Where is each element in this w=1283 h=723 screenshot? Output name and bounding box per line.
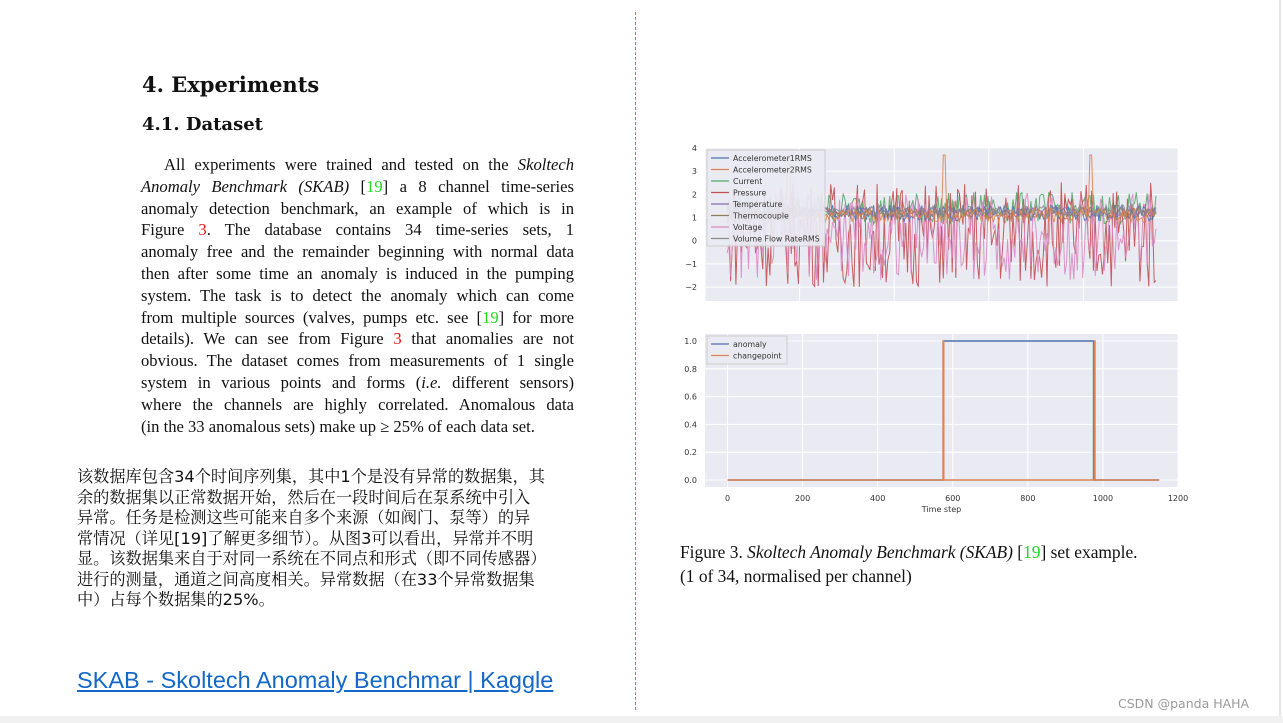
text-run: system. The task is to detect the anomaly which can come [141, 285, 574, 305]
text-run: anomaly free and the remainder beginning with normal data [141, 242, 574, 262]
chart-legend [707, 150, 825, 246]
paragraph-line [141, 241, 574, 263]
y-tick-label: 4 [691, 144, 697, 153]
translation-line: 进行的测量，通道之间高度相关。异常数据（在33个异常数据集 [77, 569, 535, 589]
italic-text: Skoltech [517, 155, 574, 174]
legend-label: Accelerometer1RMS [733, 154, 812, 163]
figure-caption [680, 540, 1240, 588]
paragraph-line [141, 416, 574, 438]
text-run: anomaly detection benchmark, an example of which is in [141, 198, 574, 218]
text-run: [ [349, 176, 367, 196]
chinese-translation [77, 467, 617, 611]
legend-label: Thermocouple [733, 211, 789, 221]
text-run: ] for more [498, 307, 574, 327]
text-run: ] set example. [1040, 542, 1138, 562]
text-run: obvious. The dataset comes from measurements of 1 single [141, 351, 574, 371]
anomaly-chart [680, 328, 1190, 518]
x-tick-label: 1000 [1092, 494, 1114, 503]
paragraph-line [141, 263, 574, 285]
figure-ref-link[interactable]: 3 [393, 329, 402, 349]
x-axis-label: Time step [921, 505, 962, 514]
text-run: that anomalies are not [401, 329, 574, 349]
y-tick-label: 0.4 [684, 420, 697, 430]
x-tick-label: 800 [1020, 494, 1036, 503]
legend-label: Temperature [733, 200, 783, 209]
translation-line: 常情况（详见[19]了解更多细节）。从图3可以看出，异常并不明 [77, 528, 534, 548]
y-tick-label: 0.0 [684, 476, 697, 486]
y-tick-label: 1 [691, 213, 697, 223]
kaggle-link[interactable]: SKAB - Skoltech Anomaly Benchmar | Kaggle [77, 667, 554, 693]
italic-text: Anomaly Benchmark (SKAB) [141, 176, 350, 196]
sensor-chart [680, 140, 1190, 305]
citation-link[interactable]: 19 [1023, 542, 1041, 562]
italic-text: Skoltech Anomaly Benchmark (SKAB) [747, 542, 1013, 562]
y-tick-label: 0 [691, 236, 697, 246]
text-run: from multiple sources (valves, pumps etc. see [ [141, 307, 483, 327]
text-run: Figure [141, 220, 199, 240]
paragraph-line [141, 394, 574, 416]
section-heading: 4. Experiments [142, 72, 320, 97]
legend-label: Pressure [733, 188, 767, 198]
citation-link[interactable]: 19 [366, 176, 383, 196]
paragraph-line [141, 285, 574, 307]
text-run: then after some time an anomaly is induced in the pumping [141, 263, 574, 283]
y-tick-label: 2 [691, 190, 697, 200]
legend-box [707, 150, 825, 246]
paragraph-line [141, 219, 574, 241]
caption-line-2: (1 of 34, normalised per channel) [680, 566, 912, 586]
text-run: All experiments were trained and tested on the [164, 155, 518, 174]
y-tick-label: 0.6 [684, 392, 697, 402]
italic-text: i.e. [421, 372, 442, 392]
translation-line: 显。该数据集来自于对同一系统在不同点和形式（即不同传感器） [77, 549, 547, 568]
column-divider [635, 12, 636, 710]
paragraph-line [141, 154, 574, 176]
page-bottom-border [0, 716, 1283, 723]
translation-line: 中）占每个数据集的25%。 [77, 590, 275, 609]
legend-label: changepoint [733, 351, 782, 361]
translation-line: 余的数据集以正常数据开始，然后在一段时间后在泵系统中引入 [77, 487, 531, 507]
dataset-paragraph [141, 154, 574, 437]
x-tick-label: 600 [945, 494, 961, 503]
text-run: different sensors) [441, 372, 574, 392]
x-tick-label: 200 [794, 494, 811, 503]
text-run: ] a 8 channel time-series [382, 176, 574, 196]
paragraph-line [141, 307, 574, 329]
legend-label: Accelerometer2RMS [733, 165, 812, 175]
y-tick-label: 1.0 [684, 336, 697, 346]
translation-line: 异常。任务是检测这些可能来自多个来源（如阀门、泵等）的异 [77, 508, 531, 527]
y-tick-label: −1 [685, 259, 697, 269]
y-tick-label: 0.8 [684, 364, 697, 374]
y-tick-label: 0.2 [684, 448, 697, 458]
legend-label: Voltage [733, 223, 763, 232]
y-tick-label: 3 [691, 167, 697, 177]
x-tick-label: 1200 [1167, 494, 1189, 503]
subsection-heading: 4.1. Dataset [142, 114, 263, 135]
paragraph-line [141, 176, 574, 198]
y-tick-label: −2 [685, 283, 697, 293]
translation-line: 该数据库包含34个时间序列集，其中1个是没有异常的数据集，其 [77, 467, 545, 486]
legend-label: anomaly [733, 340, 767, 349]
x-tick-label: 400 [870, 494, 886, 503]
text-run: details). We can see from Figure [141, 329, 394, 349]
paragraph-line [141, 372, 574, 394]
text-run: [ [1012, 542, 1024, 562]
text-run: Figure 3. [680, 542, 748, 562]
text-run: system in various points and forms ( [141, 372, 422, 392]
text-run: . The database contains 34 time-series sets, 1 [206, 220, 574, 240]
text-run: (in the 33 anomalous sets) make up ≥ 25% of each data set. [141, 416, 535, 436]
paragraph-line [141, 198, 574, 220]
watermark: CSDN @panda HAHA [1118, 696, 1250, 711]
page-right-border [1279, 0, 1281, 723]
text-run: where the channels are highly correlated. Anomalous data [141, 394, 574, 414]
chart-legend [707, 336, 787, 364]
citation-link[interactable]: 19 [482, 307, 499, 327]
paragraph-line [141, 350, 574, 372]
x-tick-label: 0 [724, 494, 731, 503]
caption-line-1 [680, 540, 1240, 564]
legend-label: Current [733, 177, 763, 186]
paragraph-line [141, 328, 574, 350]
figure-ref-link[interactable]: 3 [198, 220, 207, 240]
legend-label: Volume Flow RateRMS [733, 234, 820, 244]
